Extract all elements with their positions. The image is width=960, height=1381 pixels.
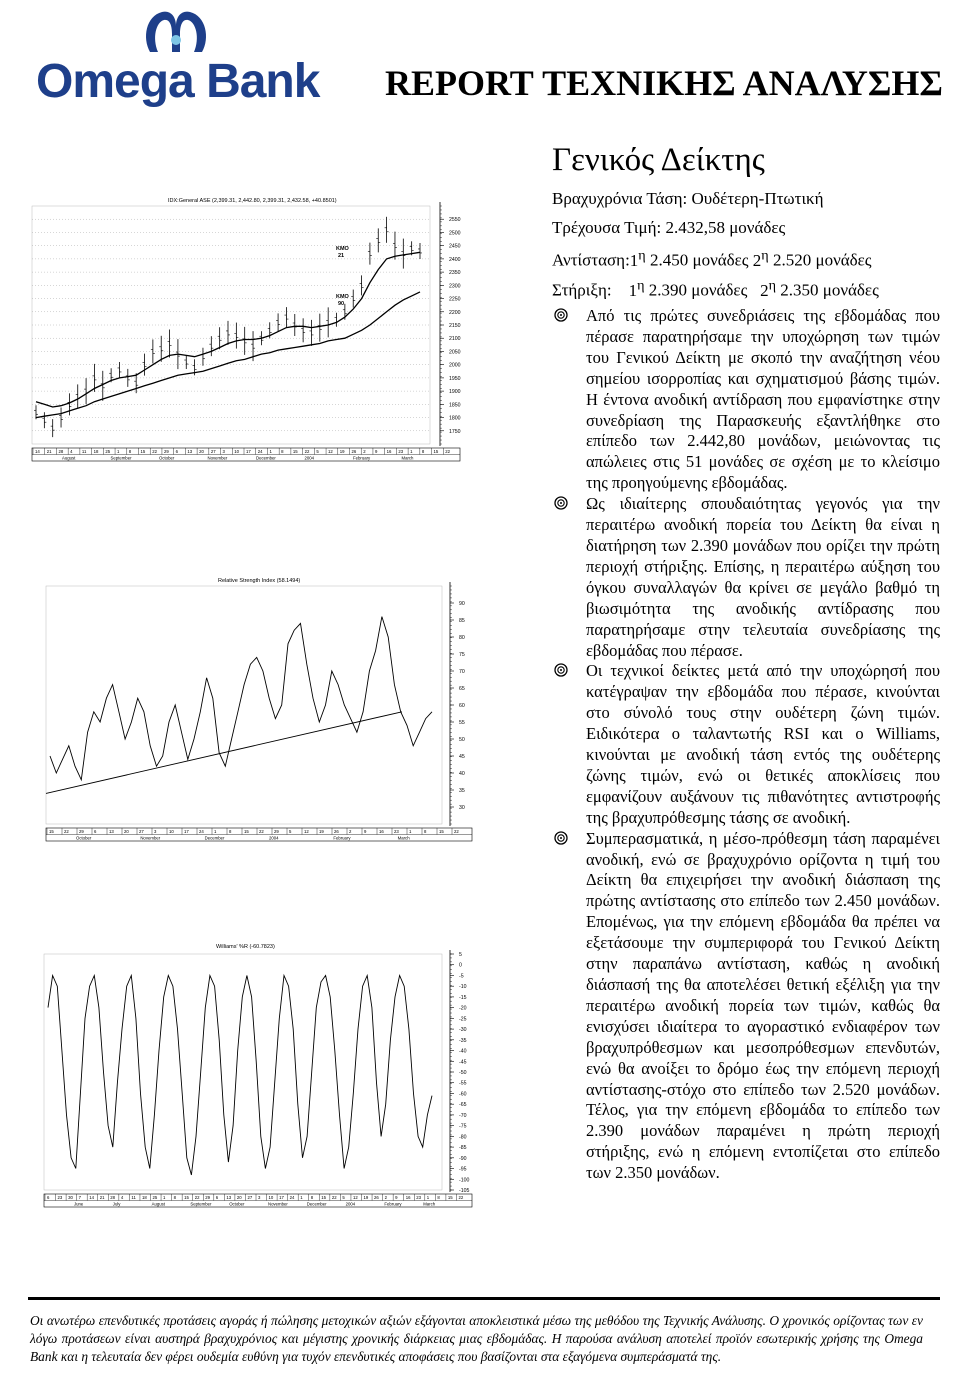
bullet-item (552, 661, 940, 828)
y-tick-label: -35 (459, 1037, 467, 1044)
month-label: September (110, 455, 132, 461)
y-tick-label: 80 (459, 635, 465, 641)
day-label: 8 (421, 449, 425, 454)
month-label: October (159, 455, 175, 461)
day-label: 29 (274, 829, 279, 834)
y-tick-label: 90 (459, 601, 465, 607)
month-label: March (401, 455, 414, 461)
day-label: 24 (289, 1195, 295, 1200)
day-label: 6 (94, 829, 97, 834)
day-label: 15 (292, 449, 298, 454)
ordinal-2: $2^\eta$ (752, 247, 769, 270)
day-label: 24 (199, 829, 204, 834)
day-label: 3 (258, 1195, 261, 1200)
y-tick-label: -20 (459, 1005, 467, 1012)
day-label: 8 (173, 1195, 176, 1200)
day-label: 5 (289, 829, 292, 834)
support-line (552, 277, 879, 301)
day-label: 4 (120, 1195, 124, 1200)
day-label: 6 (215, 1195, 219, 1200)
y-tick-label: -60 (459, 1091, 467, 1098)
support-1: 2.390 μονάδες (648, 280, 748, 300)
day-label: 18 (141, 1195, 147, 1200)
omega-logo-icon (140, 6, 212, 56)
month-label: November (140, 835, 161, 841)
y-tick-label: 2450 (449, 243, 461, 250)
y-tick-label: 2500 (449, 230, 461, 237)
plot-frame (46, 586, 442, 824)
month-label: July (112, 1201, 121, 1207)
y-tick-label: 40 (459, 771, 465, 777)
day-label: 23 (416, 1195, 422, 1200)
day-label: 13 (226, 1195, 232, 1200)
rsi-chart (40, 574, 480, 844)
month-label: March (397, 835, 410, 841)
annotation-label: KMO (336, 294, 349, 300)
y-tick-label: 2250 (449, 296, 461, 303)
bullet-item (552, 829, 940, 1184)
day-label: 15 (447, 1195, 453, 1200)
day-label: 8 (229, 829, 232, 834)
y-tick-label: 1750 (449, 428, 461, 435)
y-tick-label: 30 (459, 805, 465, 811)
annotation-label: KMO (336, 246, 349, 252)
y-tick-label: 1950 (449, 375, 461, 382)
day-label: 1 (300, 1195, 303, 1200)
y-tick-label: -90 (459, 1155, 467, 1162)
month-label: 2004 (345, 1201, 356, 1207)
day-label: 28 (110, 1195, 116, 1200)
brand-logo (30, 4, 320, 108)
y-tick-label: -95 (459, 1166, 467, 1173)
day-label: 15 (244, 829, 249, 834)
day-label: 23 (57, 1195, 63, 1200)
month-label: 2004 (304, 455, 315, 461)
day-label: 10 (234, 449, 240, 454)
bullet-ring-icon (554, 831, 568, 845)
day-label: 1 (410, 449, 413, 454)
y-tick-label: 2400 (449, 256, 461, 263)
y-tick-label: 2550 (449, 217, 461, 224)
day-label: 29 (79, 829, 84, 834)
day-label: 20 (236, 1195, 242, 1200)
y-tick-label: -55 (459, 1080, 467, 1087)
day-label: 17 (279, 1195, 284, 1200)
trend-line: Βραχυχρόνια Τάση: Ουδέτερη-Πτωτική (552, 189, 824, 208)
day-label: 26 (334, 829, 339, 834)
day-label: 15 (321, 1195, 327, 1200)
day-label: 22 (304, 449, 310, 454)
y-tick-label: 0 (459, 962, 462, 969)
y-tick-label: 2100 (449, 336, 461, 343)
y-tick-label: 2350 (449, 270, 461, 277)
y-tick-label: 55 (459, 720, 465, 726)
day-label: 22 (152, 449, 158, 454)
day-label: 8 (424, 829, 427, 834)
day-label: 29 (205, 1195, 211, 1200)
day-label: 12 (328, 449, 333, 454)
day-label: 22 (194, 1195, 200, 1200)
support-2: 2.350 μονάδες (780, 280, 879, 300)
day-label: 19 (319, 829, 324, 834)
bullet-text: Συμπερασματικά, η μέσο-πρόθεσμη τάση παραμένει ανοδική, ενώ σε βραχυχρόνιο ορίζοντα η τιμή του Δείκτη θα επιχειρήσει την ανοδική διάσπαση της πρώτης αντίστασης στο επίπεδο των 2.450 μονάδων. Επομένως, για την επόμενη εβδομάδα θα πρέπει να εξετάσουμε την συμπεριφορά του Γενικού Δείκτη στην παραπάνω αντίσταση, καθώς η ανοδική διάσπασή της θα αποτελέσει θετική εξέλιξη για την περαιτέρω ανοδική πορεία των τιμών, καθώς θα ενισχύσει ιδιαίτερα το αγοραστικό ενδιαφέρον των βραχυπρόθεσμων και μεσοπρόθεσμων επενδυτών, ενώ θα ανοίξει το δρόμο έως την επόμενη περιοχή αντίστασης-στόχο στο επίπεδο των 2.520 μονάδων. Τέλος, για την επόμενη εβδομάδα το επίπεδο των 2.390 μονάδων παραμένει η πρώτη περιοχή στήριξης, ενώ η επόμενη εντοπίζεται στο επίπεδο των 2.350 μονάδων. (586, 828, 940, 1183)
brand-name: Omega Bank (36, 55, 320, 108)
bullet-ring-icon (554, 663, 568, 677)
current-price: Τρέχουσα Τιμή: 2.432,58 μονάδες (552, 218, 786, 237)
day-label: 24 (257, 449, 263, 454)
month-label: March (423, 1201, 436, 1207)
day-label: 3 (222, 449, 225, 454)
y-tick-label: 2050 (449, 349, 461, 356)
month-label: November (268, 1201, 288, 1207)
resistance-2: 2.520 μονάδες (772, 250, 872, 270)
month-label: August (151, 1201, 165, 1207)
day-label: 3 (154, 829, 157, 834)
month-label: October (229, 1201, 245, 1207)
y-tick-label: 85 (459, 618, 465, 624)
y-tick-label: -10 (459, 984, 467, 991)
day-label: 22 (454, 829, 459, 834)
day-label: 30 (68, 1195, 73, 1200)
analysis-bullets (552, 306, 940, 1184)
day-label: 29 (163, 449, 169, 454)
day-label: 23 (394, 829, 399, 834)
bullet-ring-icon (554, 496, 568, 510)
day-label: 9 (364, 829, 367, 834)
month-label: November (207, 455, 228, 461)
day-label: 21 (99, 1195, 105, 1200)
bullet-text: Οι τεχνικοί δείκτες μετά από την υποχώρησή που κατέγραψαν την εβδομάδα που πέρασε, κινούνται στο σύνολό τους στην ουδέτερη ζώνη τιμών. Ειδικότερα ο ταλαντωτής RSI και ο Williams, κινούνται με ανοδική τάση εντός της ουδέτερης ζώνης τιμών, ενώ οι θετικές αποκλίσεις που εμφανίζουν αυξάνουν τις πιθανότητες αντιστροφής της βραχυπρόθεσμης τάσης σε ανοδική. (586, 661, 940, 827)
day-label: 11 (131, 1195, 136, 1200)
month-label: October (76, 835, 92, 841)
indicator-line (50, 617, 432, 780)
day-label: 10 (169, 829, 174, 834)
day-label: 1 (117, 449, 120, 454)
day-label: 1 (426, 1195, 430, 1200)
y-tick-label: -65 (459, 1102, 467, 1109)
y-tick-label: -75 (459, 1123, 467, 1130)
month-label: December (256, 455, 276, 461)
month-label: 2004 (269, 835, 279, 841)
day-label: 10 (268, 1195, 274, 1200)
day-label: 8 (281, 449, 284, 454)
day-label: 22 (259, 829, 264, 834)
y-tick-label: 1850 (449, 402, 461, 409)
day-label: 22 (64, 829, 69, 834)
month-label: December (306, 1201, 327, 1207)
y-tick-label: 2150 (449, 323, 461, 329)
day-label: 1 (214, 829, 217, 834)
y-tick-label: -30 (459, 1027, 467, 1034)
y-tick-label: -70 (459, 1112, 467, 1119)
day-label: 17 (184, 829, 189, 834)
month-label: February (353, 455, 371, 461)
day-label: 16 (379, 829, 384, 834)
ordinal-1: $1^\eta$ (628, 277, 645, 300)
resistance-label: Αντίσταση: (552, 250, 630, 270)
y-tick-label: 75 (459, 652, 465, 658)
day-label: 22 (458, 1195, 464, 1200)
day-label: 19 (339, 449, 345, 454)
day-label: 9 (374, 449, 378, 454)
day-label: 12 (352, 1195, 358, 1200)
day-label: 27 (139, 829, 144, 834)
day-label: 20 (199, 449, 204, 454)
y-tick-label: 70 (459, 669, 465, 675)
y-tick-label: 2200 (449, 309, 461, 316)
day-label: 8 (437, 1195, 440, 1200)
day-label: 21 (46, 449, 52, 454)
day-label: 2 (349, 829, 352, 834)
day-label: 26 (374, 1195, 379, 1200)
month-label: February (333, 835, 351, 841)
bullet-text: Από τις πρώτες συνεδριάσεις της εβδομάδας που πέρασε παρατηρήσαμε την υποχώρηση των τιμών του Γενικού Δείκτη με σκοπό την αναζήτηση νέου σημείου ισορροπίας και σχηματισμού βάσης τιμών. Η έντονα ανοδική αντίδραση που εμφανίστηκε στην συνεδρίαση της Παρασκευής εξαντλήθηκε στο επίπεδο των 2.442,80 μονάδων, μειώνοντας τις απώλειες στις 51 μονάδες σε σχέση με το κλείσιμο της προηγούμενης εβδομάδας. (586, 306, 940, 493)
day-label: 6 (175, 449, 179, 454)
report-title: REPORT ΤΕΧΝΙΚΗΣ ΑΝΑΛΥΣΗΣ (385, 63, 943, 103)
month-label: June (74, 1201, 84, 1207)
day-label: 23 (398, 449, 404, 454)
day-label: 13 (109, 829, 114, 834)
day-label: 15 (49, 829, 54, 834)
day-label: 5 (316, 449, 319, 454)
day-label: 20 (124, 829, 129, 834)
y-tick-label: 50 (459, 737, 465, 743)
day-label: 2 (363, 449, 366, 454)
day-label: 14 (89, 1195, 94, 1200)
chart-title: IDX:General ASE (2,399.31, 2,442.80, 2,399.31, 2,432.58, +40.8501) (168, 198, 337, 204)
day-label: 2 (384, 1195, 387, 1200)
y-tick-label: 65 (459, 686, 465, 692)
day-label: 5 (342, 1195, 345, 1200)
day-label: 22 (331, 1195, 337, 1200)
day-label: 11 (81, 449, 87, 454)
y-tick-label: 2000 (449, 362, 461, 369)
ordinal-1: $1^\eta$ (629, 247, 646, 270)
y-tick-label: -80 (459, 1134, 467, 1141)
day-label: 15 (439, 829, 444, 834)
annotation-label: 90 (338, 301, 345, 307)
trend-line (46, 712, 402, 794)
resistance-1: 2.450 μονάδες (649, 250, 749, 270)
month-label: February (384, 1201, 402, 1207)
day-label: 25 (152, 1195, 158, 1200)
day-label: 4 (70, 449, 73, 454)
disclaimer: Οι ανωτέρω επενδυτικές προτάσεις αγοράς ή πώλησης μετοχικών αξιών εξάγονται αποκλειστικά μέσω της μεθόδου της Τεχνικής Ανάλυσης. Ο χρονικός ορίζοντας των εν λόγω προτάσεων είναι αυστηρά βραχυχρόνιος και μέγιστης χρονικής διάρκειας μιας εβδομάδας. Η παρούσα ανάλυση αποτελεί προϊόν εσωτερικής χρήσης της Omega Bank και η τελευταία δεν φέρει ουδεμία ευθύνη για τυχόν επενδυτικές αποφάσεις που βασίζονται στα εξαγόμενα συμπεράσματά της. (30, 1313, 923, 1364)
y-tick-label: 5 (459, 952, 462, 958)
bullet-text: Ως ιδιαίτερης σπουδαιότητας γεγονός για την περαιτέρω ανοδική πορεία του Δείκτη θα είναι η διατήρηση των 2.390 μονάδων που ορίζει την πρώτη περιοχή στήριξης. Επίσης, η περαιτέρω αύξηση του όγκου συναλλαγών θα κρίνει σε μεγάλο βαθμό τη βιωσιμότητα της ανοδικής αντίδρασης που παρατηρήσαμε στην τελευταία συνεδρίασης της εβδομάδας που πέρασε. (586, 494, 940, 660)
y-tick-label: 35 (459, 788, 465, 794)
day-label: 15 (140, 449, 146, 454)
y-tick-label: -100 (459, 1177, 470, 1184)
day-label: 27 (210, 449, 216, 454)
y-tick-label: 1900 (449, 389, 461, 396)
annotation-label: 21 (338, 253, 345, 259)
chart-title: Williams' %R (-60.7823) (216, 944, 275, 950)
y-tick-label: -45 (459, 1059, 467, 1066)
support-label: Στήριξη: (552, 280, 612, 300)
y-tick-label: 45 (459, 754, 465, 760)
day-label: 12 (304, 829, 309, 834)
y-tick-label: 1800 (449, 415, 461, 422)
footer-divider (28, 1297, 940, 1300)
bullet-item (552, 494, 940, 661)
day-label: 1 (163, 1195, 166, 1200)
day-label: 14 (35, 449, 40, 454)
day-label: 1 (409, 829, 412, 834)
ordinal-2: $2^\eta$ (760, 277, 776, 300)
month-label: December (204, 835, 225, 841)
y-tick-label: -5 (459, 973, 464, 980)
day-label: 25 (105, 449, 111, 454)
day-label: 19 (363, 1195, 369, 1200)
moving-average-line (36, 292, 420, 418)
day-label: 8 (128, 449, 132, 454)
y-tick-label: 60 (459, 703, 465, 709)
bullet-item (552, 306, 940, 494)
williams-r-chart (38, 940, 478, 1210)
day-label: 22 (445, 449, 451, 454)
section-title: Γενικός Δείκτης (552, 142, 765, 178)
day-label: 15 (433, 449, 439, 454)
y-tick-label: -50 (459, 1070, 467, 1076)
day-label: 13 (187, 449, 193, 454)
day-label: 9 (395, 1195, 398, 1200)
day-label: 6 (47, 1195, 50, 1200)
day-label: 28 (58, 449, 64, 454)
day-label: 15 (184, 1195, 189, 1200)
day-label: 16 (405, 1195, 411, 1200)
day-label: 16 (386, 449, 392, 454)
resistance-line (552, 247, 872, 271)
chart-title: Relative Strength Index (58.1494) (218, 578, 301, 584)
day-label: 7 (78, 1195, 82, 1200)
bullet-ring-icon (554, 308, 568, 322)
y-tick-label: 2300 (449, 283, 461, 290)
month-label: August (62, 455, 76, 461)
y-tick-label: -40 (459, 1048, 467, 1055)
indicator-line (48, 976, 432, 1176)
month-label: September (190, 1201, 212, 1207)
y-tick-label: -105 (459, 1188, 470, 1194)
y-tick-label: -25 (459, 1016, 467, 1023)
y-tick-label: -85 (459, 1145, 467, 1152)
day-label: 27 (247, 1195, 253, 1200)
day-label: 8 (310, 1195, 314, 1200)
y-tick-label: -15 (459, 994, 467, 1001)
day-label: 1 (269, 449, 272, 454)
day-label: 17 (246, 449, 251, 454)
general-index-chart (28, 190, 498, 466)
day-label: 18 (93, 449, 99, 454)
day-label: 26 (351, 449, 357, 454)
